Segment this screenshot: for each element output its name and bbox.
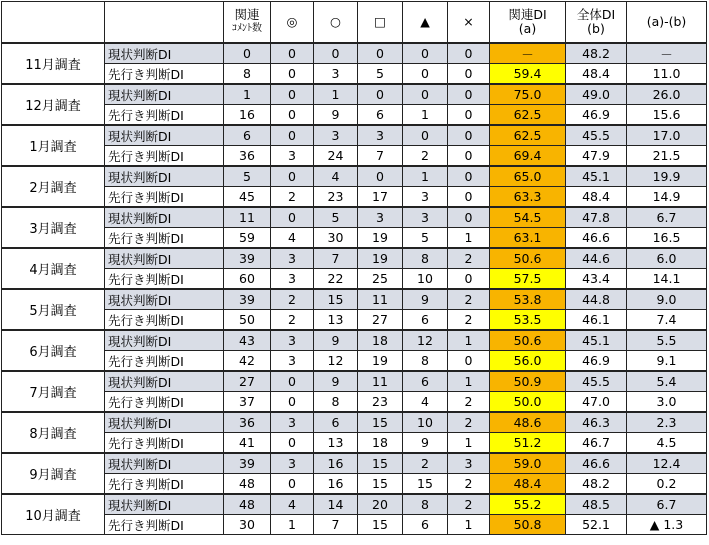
kanren-di-cell: 75.0: [490, 84, 566, 105]
comment-count-cell: 39: [224, 248, 271, 269]
table-row: [2, 125, 707, 146]
kanren-di-cell: 59.0: [490, 453, 566, 474]
double-circle-cell: 0: [271, 207, 314, 228]
diff-cell: 15.6: [627, 105, 707, 126]
diff-cell: 0.2: [627, 474, 707, 495]
circle-cell: 12: [314, 351, 358, 372]
diff-cell: 2.3: [627, 412, 707, 433]
zentai-di-cell: 46.7: [566, 433, 627, 454]
circle-cell: 9: [314, 371, 358, 392]
header-kind: [105, 2, 224, 44]
comment-count-cell: 48: [224, 494, 271, 515]
comment-count-cell: 48: [224, 474, 271, 495]
diff-cell: 4.5: [627, 433, 707, 454]
cross-cell: 0: [448, 269, 490, 290]
zentai-di-cell: 47.0: [566, 392, 627, 413]
table-row: [2, 207, 707, 228]
cross-cell: 0: [448, 207, 490, 228]
square-cell: 0: [358, 84, 403, 105]
circle-cell: 9: [314, 330, 358, 351]
square-cell: 18: [358, 433, 403, 454]
square-cell: 19: [358, 248, 403, 269]
kanren-di-cell: 50.8: [490, 515, 566, 535]
table-row: [2, 453, 707, 474]
triangle-cell: 3: [403, 207, 448, 228]
square-cell: 23: [358, 392, 403, 413]
triangle-cell: 8: [403, 351, 448, 372]
kind-label: 現状判断DI: [105, 207, 224, 228]
header-triangle: ▲: [403, 2, 448, 44]
kanren-di-cell: 50.6: [490, 330, 566, 351]
cross-cell: 0: [448, 84, 490, 105]
square-cell: 27: [358, 310, 403, 331]
cross-cell: 1: [448, 515, 490, 535]
comment-count-cell: 60: [224, 269, 271, 290]
comment-count-cell: 37: [224, 392, 271, 413]
double-circle-cell: 2: [271, 289, 314, 310]
diff-cell: 9.0: [627, 289, 707, 310]
double-circle-cell: 0: [271, 43, 314, 64]
table-row: [2, 64, 707, 85]
square-cell: 3: [358, 207, 403, 228]
header-zentai-di-label: 全体DI: [576, 7, 616, 22]
header-kanren-label: 関連: [234, 7, 260, 22]
kind-label: 先行き判断DI: [105, 515, 224, 535]
zentai-di-cell: 46.6: [566, 228, 627, 249]
cross-cell: 0: [448, 351, 490, 372]
table-body: [2, 43, 707, 535]
kind-label: 現状判断DI: [105, 412, 224, 433]
triangle-cell: 9: [403, 289, 448, 310]
kanren-di-cell: 56.0: [490, 351, 566, 372]
month-label: 7月調査: [2, 371, 105, 412]
circle-cell: 9: [314, 105, 358, 126]
kanren-di-cell: 62.5: [490, 125, 566, 146]
square-cell: 6: [358, 105, 403, 126]
cross-cell: 0: [448, 166, 490, 187]
circle-cell: 7: [314, 248, 358, 269]
comment-count-cell: 8: [224, 64, 271, 85]
double-circle-cell: 3: [271, 351, 314, 372]
square-cell: 11: [358, 289, 403, 310]
table-row: [2, 515, 707, 535]
square-cell: 15: [358, 474, 403, 495]
header-kanren-di-sub: (a): [518, 21, 537, 36]
circle-cell: 8: [314, 392, 358, 413]
zentai-di-cell: 47.8: [566, 207, 627, 228]
header-cross: ×: [448, 2, 490, 44]
circle-cell: 5: [314, 207, 358, 228]
circle-cell: 6: [314, 412, 358, 433]
cross-cell: 0: [448, 125, 490, 146]
diff-cell: 5.4: [627, 371, 707, 392]
kanren-di-cell: 51.2: [490, 433, 566, 454]
kanren-di-cell: 57.5: [490, 269, 566, 290]
comment-count-cell: 59: [224, 228, 271, 249]
kind-label: 現状判断DI: [105, 453, 224, 474]
triangle-cell: 1: [403, 105, 448, 126]
kanren-di-cell: 50.6: [490, 248, 566, 269]
kanren-di-cell: 63.1: [490, 228, 566, 249]
diff-cell: 14.9: [627, 187, 707, 208]
zentai-di-cell: 52.1: [566, 515, 627, 535]
table-row: [2, 330, 707, 351]
cross-cell: 2: [448, 392, 490, 413]
zentai-di-cell: 48.2: [566, 43, 627, 64]
double-circle-cell: 0: [271, 64, 314, 85]
diff-cell: 3.0: [627, 392, 707, 413]
zentai-di-cell: 46.6: [566, 453, 627, 474]
double-circle-cell: 0: [271, 474, 314, 495]
square-cell: 25: [358, 269, 403, 290]
diff-cell: 6.0: [627, 248, 707, 269]
table-row: [2, 412, 707, 433]
cross-cell: 2: [448, 474, 490, 495]
triangle-cell: 1: [403, 166, 448, 187]
table-row: [2, 146, 707, 167]
square-cell: 7: [358, 146, 403, 167]
kind-label: 現状判断DI: [105, 248, 224, 269]
comment-count-cell: 42: [224, 351, 271, 372]
table-row: [2, 105, 707, 126]
table-row: [2, 494, 707, 515]
circle-cell: 23: [314, 187, 358, 208]
table-row: [2, 392, 707, 413]
circle-cell: 24: [314, 146, 358, 167]
table-row: [2, 371, 707, 392]
comment-count-cell: 45: [224, 187, 271, 208]
table-row: [2, 474, 707, 495]
kind-label: 現状判断DI: [105, 166, 224, 187]
header-double-circle: ◎: [271, 2, 314, 44]
kanren-di-cell: 59.4: [490, 64, 566, 85]
cross-cell: 0: [448, 146, 490, 167]
circle-cell: 16: [314, 453, 358, 474]
cross-cell: 1: [448, 330, 490, 351]
month-label: 3月調査: [2, 207, 105, 248]
diff-cell: 19.9: [627, 166, 707, 187]
circle-cell: 14: [314, 494, 358, 515]
month-label: 5月調査: [2, 289, 105, 330]
header-diff: (a)-(b): [627, 2, 707, 44]
month-label: 6月調査: [2, 330, 105, 371]
kanren-di-cell: 65.0: [490, 166, 566, 187]
comment-count-cell: 0: [224, 43, 271, 64]
kind-label: 先行き判断DI: [105, 269, 224, 290]
triangle-cell: 4: [403, 392, 448, 413]
cross-cell: 2: [448, 310, 490, 331]
triangle-cell: 10: [403, 412, 448, 433]
zentai-di-cell: 43.4: [566, 269, 627, 290]
table-row: [2, 351, 707, 372]
circle-cell: 15: [314, 289, 358, 310]
comment-count-cell: 36: [224, 412, 271, 433]
comment-count-cell: 5: [224, 166, 271, 187]
comment-count-cell: 41: [224, 433, 271, 454]
circle-cell: 1: [314, 84, 358, 105]
cross-cell: 0: [448, 105, 490, 126]
cross-cell: 1: [448, 228, 490, 249]
cross-cell: 1: [448, 433, 490, 454]
diff-cell: 16.5: [627, 228, 707, 249]
zentai-di-cell: 46.3: [566, 412, 627, 433]
cross-cell: 2: [448, 412, 490, 433]
triangle-cell: 15: [403, 474, 448, 495]
double-circle-cell: 0: [271, 433, 314, 454]
square-cell: 20: [358, 494, 403, 515]
table-row: [2, 187, 707, 208]
double-circle-cell: 0: [271, 105, 314, 126]
diff-cell: 21.5: [627, 146, 707, 167]
diff-cell: 14.1: [627, 269, 707, 290]
kind-label: 現状判断DI: [105, 289, 224, 310]
square-cell: 17: [358, 187, 403, 208]
comment-count-cell: 50: [224, 310, 271, 331]
square-cell: 15: [358, 453, 403, 474]
kanren-di-cell: 50.9: [490, 371, 566, 392]
square-cell: 0: [358, 166, 403, 187]
kanren-di-cell: 53.5: [490, 310, 566, 331]
kind-label: 現状判断DI: [105, 125, 224, 146]
zentai-di-cell: 45.5: [566, 125, 627, 146]
zentai-di-cell: 48.4: [566, 187, 627, 208]
header-kanren-di: [490, 2, 566, 44]
table-row: [2, 84, 707, 105]
header-comment-count: [224, 2, 271, 44]
kind-label: 現状判断DI: [105, 43, 224, 64]
zentai-di-cell: 44.6: [566, 248, 627, 269]
kind-label: 現状判断DI: [105, 84, 224, 105]
cross-cell: 2: [448, 248, 490, 269]
header-zentai-di-sub: (b): [587, 21, 605, 36]
square-cell: 18: [358, 330, 403, 351]
kanren-di-cell: 69.4: [490, 146, 566, 167]
kind-label: 先行き判断DI: [105, 146, 224, 167]
double-circle-cell: 3: [271, 412, 314, 433]
kanren-di-cell: 48.6: [490, 412, 566, 433]
kind-label: 現状判断DI: [105, 371, 224, 392]
double-circle-cell: 3: [271, 453, 314, 474]
square-cell: 15: [358, 515, 403, 535]
kind-label: 先行き判断DI: [105, 392, 224, 413]
zentai-di-cell: 48.2: [566, 474, 627, 495]
diff-cell: 5.5: [627, 330, 707, 351]
zentai-di-cell: 45.1: [566, 330, 627, 351]
diff-cell: ▲ 1.3: [627, 515, 707, 535]
kind-label: 先行き判断DI: [105, 474, 224, 495]
cross-cell: 1: [448, 371, 490, 392]
month-label: 9月調査: [2, 453, 105, 494]
triangle-cell: 9: [403, 433, 448, 454]
header-corner: [2, 2, 105, 44]
table-row: [2, 166, 707, 187]
comment-count-cell: 6: [224, 125, 271, 146]
kind-label: 現状判断DI: [105, 494, 224, 515]
header-row: [2, 2, 707, 44]
diff-cell: 17.0: [627, 125, 707, 146]
month-label: 1月調査: [2, 125, 105, 166]
triangle-cell: 3: [403, 187, 448, 208]
month-label: 12月調査: [2, 84, 105, 125]
comment-count-cell: 39: [224, 289, 271, 310]
square-cell: 19: [358, 228, 403, 249]
comment-count-cell: 43: [224, 330, 271, 351]
double-circle-cell: 0: [271, 166, 314, 187]
triangle-cell: 10: [403, 269, 448, 290]
circle-cell: 3: [314, 64, 358, 85]
header-square: □: [358, 2, 403, 44]
double-circle-cell: 1: [271, 515, 314, 535]
double-circle-cell: 4: [271, 228, 314, 249]
month-label: 8月調査: [2, 412, 105, 453]
triangle-cell: 8: [403, 248, 448, 269]
triangle-cell: 0: [403, 84, 448, 105]
header-comment-count-label: ｺﾒﾝﾄ数: [232, 23, 262, 34]
kind-label: 先行き判断DI: [105, 351, 224, 372]
double-circle-cell: 0: [271, 371, 314, 392]
header-kanren-di-label: 関連DI: [508, 7, 547, 22]
kanren-di-cell: 54.5: [490, 207, 566, 228]
kind-label: 先行き判断DI: [105, 105, 224, 126]
comment-count-cell: 39: [224, 453, 271, 474]
month-label: 2月調査: [2, 166, 105, 207]
triangle-cell: 0: [403, 43, 448, 64]
kanren-di-cell: －: [490, 43, 566, 64]
zentai-di-cell: 46.1: [566, 310, 627, 331]
table-row: [2, 289, 707, 310]
circle-cell: 16: [314, 474, 358, 495]
triangle-cell: 0: [403, 125, 448, 146]
cross-cell: 0: [448, 187, 490, 208]
triangle-cell: 2: [403, 146, 448, 167]
triangle-cell: 5: [403, 228, 448, 249]
double-circle-cell: 0: [271, 84, 314, 105]
cross-cell: 3: [448, 453, 490, 474]
comment-count-cell: 1: [224, 84, 271, 105]
table-row: [2, 269, 707, 290]
kanren-di-cell: 50.0: [490, 392, 566, 413]
kanren-di-cell: 55.2: [490, 494, 566, 515]
double-circle-cell: 3: [271, 248, 314, 269]
circle-cell: 30: [314, 228, 358, 249]
triangle-cell: 8: [403, 494, 448, 515]
kind-label: 先行き判断DI: [105, 310, 224, 331]
kanren-di-cell: 48.4: [490, 474, 566, 495]
diff-cell: 12.4: [627, 453, 707, 474]
kanren-di-cell: 62.5: [490, 105, 566, 126]
zentai-di-cell: 49.0: [566, 84, 627, 105]
triangle-cell: 6: [403, 371, 448, 392]
table-row: [2, 433, 707, 454]
double-circle-cell: 3: [271, 330, 314, 351]
zentai-di-cell: 45.1: [566, 166, 627, 187]
triangle-cell: 6: [403, 515, 448, 535]
cross-cell: 2: [448, 289, 490, 310]
double-circle-cell: 0: [271, 392, 314, 413]
square-cell: 15: [358, 412, 403, 433]
zentai-di-cell: 44.8: [566, 289, 627, 310]
zentai-di-cell: 47.9: [566, 146, 627, 167]
comment-count-cell: 36: [224, 146, 271, 167]
circle-cell: 4: [314, 166, 358, 187]
double-circle-cell: 2: [271, 310, 314, 331]
diff-cell: 7.4: [627, 310, 707, 331]
zentai-di-cell: 48.4: [566, 64, 627, 85]
kanren-di-cell: 63.3: [490, 187, 566, 208]
circle-cell: 13: [314, 310, 358, 331]
triangle-cell: 0: [403, 64, 448, 85]
zentai-di-cell: 48.5: [566, 494, 627, 515]
month-label: 10月調査: [2, 494, 105, 535]
diff-cell: 26.0: [627, 84, 707, 105]
circle-cell: 13: [314, 433, 358, 454]
zentai-di-cell: 46.9: [566, 351, 627, 372]
table-row: [2, 310, 707, 331]
comment-count-cell: 27: [224, 371, 271, 392]
kind-label: 先行き判断DI: [105, 433, 224, 454]
triangle-cell: 12: [403, 330, 448, 351]
circle-cell: 7: [314, 515, 358, 535]
cross-cell: 0: [448, 43, 490, 64]
kind-label: 先行き判断DI: [105, 187, 224, 208]
circle-cell: 22: [314, 269, 358, 290]
triangle-cell: 6: [403, 310, 448, 331]
di-comparison-table: [1, 1, 707, 535]
diff-cell: 11.0: [627, 64, 707, 85]
kind-label: 先行き判断DI: [105, 228, 224, 249]
header-zentai-di: [566, 2, 627, 44]
comment-count-cell: 30: [224, 515, 271, 535]
kind-label: 先行き判断DI: [105, 64, 224, 85]
square-cell: 11: [358, 371, 403, 392]
square-cell: 19: [358, 351, 403, 372]
square-cell: 5: [358, 64, 403, 85]
cross-cell: 0: [448, 64, 490, 85]
double-circle-cell: 3: [271, 269, 314, 290]
comment-count-cell: 16: [224, 105, 271, 126]
kanren-di-cell: 53.8: [490, 289, 566, 310]
kind-label: 現状判断DI: [105, 330, 224, 351]
square-cell: 3: [358, 125, 403, 146]
double-circle-cell: 3: [271, 146, 314, 167]
diff-cell: －: [627, 43, 707, 64]
double-circle-cell: 2: [271, 187, 314, 208]
zentai-di-cell: 46.9: [566, 105, 627, 126]
header-circle: ○: [314, 2, 358, 44]
table-row: [2, 228, 707, 249]
comment-count-cell: 11: [224, 207, 271, 228]
triangle-cell: 2: [403, 453, 448, 474]
diff-cell: 6.7: [627, 494, 707, 515]
cross-cell: 2: [448, 494, 490, 515]
circle-cell: 0: [314, 43, 358, 64]
month-label: 11月調査: [2, 43, 105, 84]
diff-cell: 6.7: [627, 207, 707, 228]
circle-cell: 3: [314, 125, 358, 146]
zentai-di-cell: 45.5: [566, 371, 627, 392]
month-label: 4月調査: [2, 248, 105, 289]
table-row: [2, 248, 707, 269]
diff-cell: 9.1: [627, 351, 707, 372]
table-row: [2, 43, 707, 64]
double-circle-cell: 0: [271, 125, 314, 146]
double-circle-cell: 4: [271, 494, 314, 515]
square-cell: 0: [358, 43, 403, 64]
